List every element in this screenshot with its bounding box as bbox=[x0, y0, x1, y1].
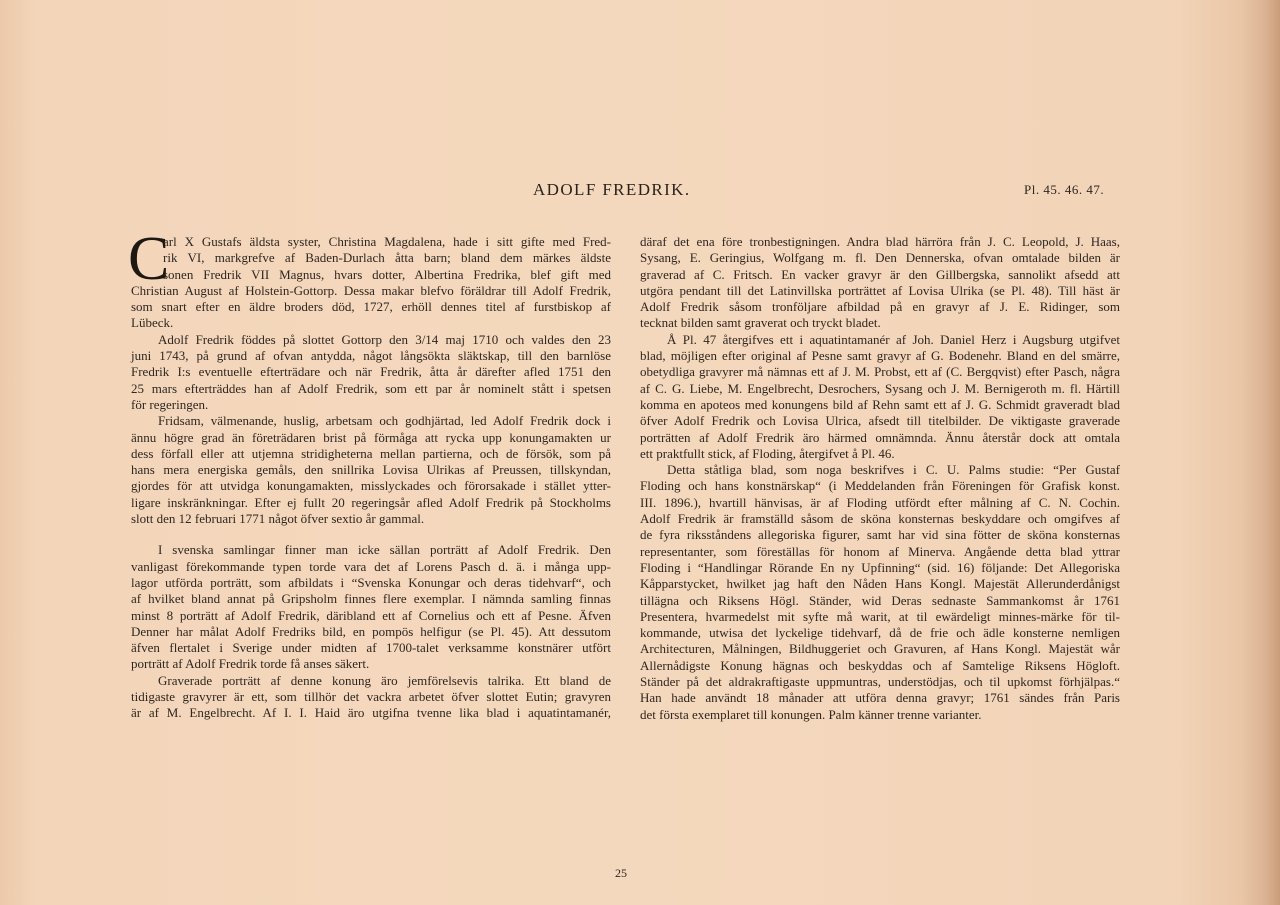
text-line: dess förfall eller att utjemna stridigheterna mellan partierna, och de försök, som på bbox=[131, 445, 611, 461]
page-title: ADOLF FREDRIK. bbox=[533, 180, 691, 199]
text-line: tecknat bilden samt graverat och tryckt bladet. bbox=[640, 315, 881, 331]
paragraph bbox=[640, 462, 1120, 723]
text-line: minst 8 porträtt af Adolf Fredrik, däribland ett af Cornelius och ett af Pesne. Äfven bbox=[131, 607, 611, 623]
text-line: Architecturen, Målningen, Bildhuggeriet och Gravuren, af Hans Kongl. Majestät wår bbox=[640, 641, 1120, 657]
text-line: I svenska samlingar finner man icke sällan porträtt af Adolf Fredrik. Den bbox=[158, 542, 611, 558]
text-line: hans mera energiska gemåls, den snillrika Lovisa Ulrikas af Preussen, tillskyndan, bbox=[131, 462, 611, 478]
text-line: slott den 12 februari 1771 något öfver sextio år gammal. bbox=[131, 511, 425, 527]
text-line: af C. G. Liebe, M. Engelbrecht, Desrochers, Sysang och J. M. Bernigeroth m. fl. Härtill bbox=[640, 380, 1120, 396]
text-line: tidigaste gravyrer är ett, som tillhör det vackra arbetet öfver slottet Eutin; gravyren bbox=[131, 689, 611, 705]
text-line: Fridsam, välmenande, huslig, arbetsam och godhjärtad, led Adolf Fredrik dock i bbox=[158, 413, 611, 429]
text-line: däraf det ena före tronbestigningen. Andra blad härröra från J. C. Leopold, J. Haas, bbox=[640, 234, 1120, 249]
text-line: III. 1896.), hvartill hänvisas, är af Floding utfördt efter målning af C. N. Cochin. bbox=[640, 494, 1120, 510]
left-column bbox=[128, 225, 611, 722]
text-line: Sysang, E. Geringius, Wolfgang m. fl. Den Dennerska, ofvan omtalade bilden är bbox=[640, 250, 1120, 266]
text-line: representanter, som föreställas för honom af Minerva. Angående detta blad yttrar bbox=[640, 543, 1120, 559]
text-line: Floding och hans konstnärskap“ (i Meddelanden från Föreningen för Grafisk konst. bbox=[640, 478, 1120, 494]
text-line: komma en apoteos med konungens bild af Rehn samt ett af J. G. Schmidt graveradt blad bbox=[640, 396, 1120, 412]
text-line: är af M. Engelbrecht. Af I. I. Haid äro utgifna tvenne lika blad i aquatintamanér, bbox=[131, 705, 611, 721]
page-number: 25 bbox=[615, 866, 627, 880]
right-column bbox=[640, 234, 1120, 723]
text-line: sonen Fredrik VII Magnus, hvars dotter, Albertina Fredrika, blef gift med bbox=[163, 266, 611, 282]
text-line: Denner har målat Adolf Fredriks bild, en pompös helfigur (se Pl. 45). Att dessutom bbox=[131, 623, 611, 639]
text-line: Detta ståtliga blad, som noga beskrifves i C. U. Palms studie: “Per Gustaf bbox=[667, 462, 1120, 478]
paragraph bbox=[131, 413, 611, 527]
text-line: Fredrik I:s eventuelle efterträdare och när Fredrik, åtta år därefter afled 1751 den bbox=[131, 364, 611, 380]
paragraph bbox=[131, 542, 611, 672]
text-line: äfven flertalet i Sverige under midten af 1700-talet verksamme konstnärer utfört bbox=[131, 640, 611, 656]
text-line: lagor utförda porträtt, som afbildats i “Svenska Konungar och deras tidehvarf“, och bbox=[131, 574, 611, 590]
text-line: Lübeck. bbox=[131, 315, 174, 331]
text-line: obetydliga gravyrer må nämnas ett af J. M. Probst, ett af (C. Bergqvist) efter Pasch, några bbox=[640, 364, 1120, 380]
text-line: vanligast förekommande typen torde vara det af Lorens Pasch d. ä. i många upp- bbox=[131, 558, 611, 574]
paragraph bbox=[131, 332, 611, 413]
text-line: porträtten af Adolf Fredrik äro härmed omnämnda. Ännu återstår dock att omtala bbox=[640, 429, 1120, 445]
paragraph bbox=[131, 234, 611, 332]
text-line: utgöra pendant till det Latinvillska porträttet af Lovisa Ulrika (se Pl. 48). Till häst är bbox=[640, 282, 1120, 298]
drop-cap: C bbox=[128, 225, 170, 293]
text-line: Presentera, hvarmedelst mit syfte må warit, at til ewärdeligt minnes-märke för til- bbox=[640, 608, 1120, 624]
text-line: Adolf Fredrik är framställd såsom de sköna konsternas beskyddare och omgifves af bbox=[640, 511, 1120, 527]
paragraph bbox=[640, 234, 1120, 332]
text-line: det första exemplaret till konungen. Palm känner trenne varianter. bbox=[640, 706, 982, 722]
text-line: arl X Gustafs äldsta syster, Christina Magdalena, hade i sitt gifte med Fred- bbox=[163, 234, 611, 249]
text-line: de fyra riksståndens allegoriska figurer, samt har vid sina fötter de sköna konsternas bbox=[640, 527, 1120, 543]
text-line: Ständer på det aldrakraftigaste uppmuntras, understödjas, och til upkomst förhjälpas.“ bbox=[640, 674, 1120, 690]
text-line: blad, möjligen efter original af Pesne samt gravyr af G. Bodenehr. Bland en del smärre, bbox=[640, 348, 1120, 364]
text-line: Å Pl. 47 återgifves ett i aquatintamanér af Joh. Daniel Herz i Augsburg utgifvet bbox=[667, 331, 1120, 347]
text-line: Floding i “Handlingar Rörande En ny Upfinning“ (sid. 16) följande: Det Allegoriska bbox=[640, 559, 1120, 575]
text-line: ännu högre grad än företrädaren brist på förmåga att rycka upp konungamakten ur bbox=[131, 429, 611, 445]
text-line: 25 mars efterträddes han af Adolf Fredrik, som ett par år nominelt stått i spetsen bbox=[131, 380, 611, 396]
paragraph bbox=[131, 673, 611, 722]
text-line: juni 1743, på grund af ofvan antydda, något långsökta släktskap, till den barnlöse bbox=[131, 348, 611, 364]
text-line: öfver Adolf Fredrik och Lovisa Ulrica, afsedt till titelbilder. De viktigaste graverade bbox=[640, 413, 1120, 429]
text-line: porträtt af Adolf Fredrik torde få anses säkert. bbox=[131, 656, 370, 672]
text-line: Adolf Fredrik föddes på slottet Gottorp den 3/14 maj 1710 och valdes den 23 bbox=[158, 331, 611, 347]
text-line: rik VI, markgrefve af Baden-Durlach åtta barn; bland dem märkes äldste bbox=[163, 250, 611, 266]
text-line: graverad af C. Fritsch. En vacker gravyr är den Gillbergska, sannolikt afsedd att bbox=[640, 266, 1120, 282]
text-line: Christian August af Holstein-Gottorp. Dessa makar blefvo föräldrar till Adolf Fredrik, bbox=[131, 282, 611, 298]
text-line: Allernådigste Konung hägnas och beskyddas och af Samtelige Riksens Högloft. bbox=[640, 657, 1120, 673]
text-line: tillägna och Riksens Högl. Ständer, wid Deras sednaste Sammankomst år 1761 bbox=[640, 592, 1120, 608]
text-line: gjordes för att utvidga konungamakten, misslyckades och förorsakade i stället ytter- bbox=[131, 478, 611, 494]
text-line: för regeringen. bbox=[131, 396, 209, 412]
paragraph bbox=[640, 332, 1120, 462]
text-line: Adolf Fredrik såsom tronföljare afbildad på en gravyr af J. E. Ridinger, som bbox=[640, 299, 1120, 315]
text-line: Han hade användt 18 månader att utföra denna gravyr; 1761 sändes från Paris bbox=[640, 690, 1120, 706]
text-line: kommande, utwisa det lyckelige tidehvarf, då de frie och ädle konsterne nemligen bbox=[640, 625, 1120, 641]
text-line: af hvilket bland annat på Gripsholm finnes flere exemplar. I nämnda samling finnas bbox=[131, 591, 611, 607]
text-line: ett praktfullt stick, af Floding, återgifvet å Pl. 46. bbox=[640, 445, 895, 461]
text-line: ligare inskränkningar. Efter ej fullt 20 regeringsår afled Adolf Fredrik på Stockholms bbox=[131, 494, 611, 510]
text-line: Graverade porträtt af denne konung äro jemförelsevis talrika. Ett bland de bbox=[158, 672, 611, 688]
plate-references: Pl. 45. 46. 47. bbox=[1024, 182, 1105, 197]
text-line: som snart efter en äldre broders död, 1727, erhöll dennes titel af furstbiskop af bbox=[131, 299, 611, 315]
text-line: Kåpparstycket, hwilket jag haft den Nåden Hans Kongl. Majestät Allerunderdånigst bbox=[640, 576, 1120, 592]
